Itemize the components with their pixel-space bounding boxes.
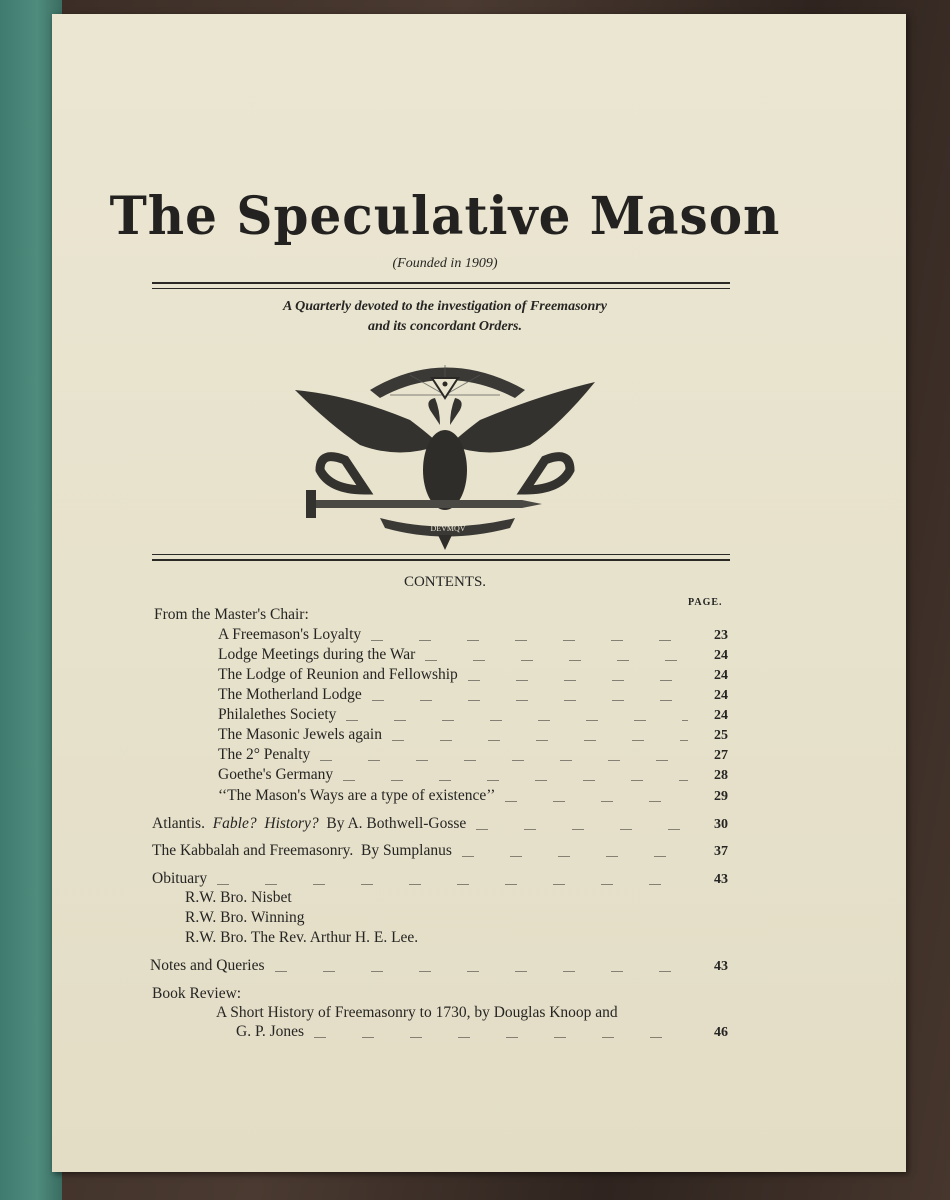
entry-page: 24 xyxy=(714,648,728,663)
entry-page: 43 xyxy=(714,959,728,974)
toc-entry xyxy=(218,646,728,666)
entry-page: 29 xyxy=(714,789,728,804)
entry-title-italic: History? xyxy=(264,815,319,832)
dot-leader xyxy=(343,780,688,781)
divider-rule xyxy=(152,282,730,284)
toc-entry-atlantis xyxy=(152,815,728,835)
toc-entry-obituary xyxy=(152,870,728,890)
toc-entry-book-review xyxy=(236,1023,728,1043)
name-text: R.W. Bro. Winning xyxy=(185,909,305,926)
dot-leader xyxy=(476,829,688,830)
toc-entry xyxy=(218,626,728,646)
entry-page: 43 xyxy=(714,872,728,887)
dot-leader xyxy=(425,660,688,661)
toc-entry xyxy=(218,766,728,786)
book-review-line xyxy=(216,1004,618,1024)
name-text: R.W. Bro. The Rev. Arthur H. E. Lee. xyxy=(185,929,419,946)
section-title: Book Review: xyxy=(152,985,242,1002)
toc-entry-kabbalah xyxy=(152,842,728,862)
dot-leader xyxy=(346,720,688,721)
entry-page: 24 xyxy=(714,668,728,683)
toc-entry xyxy=(218,706,728,726)
toc-entry xyxy=(218,787,728,807)
founded-line: (Founded in 1909) xyxy=(392,256,498,271)
entry-title: Obituary xyxy=(152,870,208,887)
toc-entry xyxy=(218,726,728,746)
entry-page: 27 xyxy=(714,748,728,763)
dot-leader xyxy=(275,971,689,972)
contents-heading: CONTENTS. xyxy=(403,574,487,590)
section-heading xyxy=(152,985,241,1005)
obituary-name xyxy=(185,889,292,909)
name-text: R.W. Bro. Nisbet xyxy=(185,889,292,906)
divider-rule xyxy=(152,554,730,555)
divider-rule xyxy=(152,559,730,561)
subtitle-line: and its concordant Orders. xyxy=(367,319,523,334)
dot-leader xyxy=(392,740,688,741)
dot-leader xyxy=(314,1037,688,1038)
entry-title: Philalethes Society xyxy=(218,706,337,723)
entry-author: By A. Bothwell-Gosse xyxy=(326,815,467,832)
entry-page: 23 xyxy=(714,628,728,643)
entry-page: 30 xyxy=(714,817,728,832)
entry-page: 46 xyxy=(714,1025,728,1040)
dot-leader xyxy=(320,760,688,761)
entry-page: 25 xyxy=(714,728,728,743)
entry-title: A Freemason's Loyalty xyxy=(218,626,362,643)
dot-leader xyxy=(371,640,688,641)
section-title: From the Master's Chair: xyxy=(154,606,309,623)
entry-page: 28 xyxy=(714,768,728,783)
emblem-motto: DEVMQV xyxy=(430,524,466,533)
entry-title: ‘‘The Mason's Ways are a type of existence’’ xyxy=(218,787,496,804)
dot-leader xyxy=(462,856,688,857)
dot-leader xyxy=(372,700,688,701)
entry-title: The Motherland Lodge xyxy=(218,686,362,703)
entry-title: The 2° Penalty xyxy=(218,746,311,763)
section-heading xyxy=(154,606,309,626)
toc-entry xyxy=(218,746,728,766)
entry-title: The Kabbalah and Freemasonry. By Sumplanus xyxy=(152,842,452,859)
entry-title: The Masonic Jewels again xyxy=(218,726,382,743)
masthead-title: The Speculative Mason xyxy=(109,184,781,247)
entry-page: 37 xyxy=(714,844,728,859)
dot-leader xyxy=(217,884,688,885)
entry-page: 24 xyxy=(714,708,728,723)
entry-title: G. P. Jones xyxy=(236,1023,305,1040)
entry-title: A Short History of Freemasonry to 1730, by Douglas Knoop and xyxy=(216,1004,618,1021)
obituary-name xyxy=(185,909,305,929)
dot-leader xyxy=(505,801,688,802)
entry-title: Atlantis. xyxy=(152,815,205,832)
subtitle-line: A Quarterly devoted to the investigation of Freemasonry xyxy=(283,299,607,314)
obituary-name xyxy=(185,929,418,949)
entry-title: The Lodge of Reunion and Fellowship xyxy=(218,666,458,683)
toc-entry-notes xyxy=(150,957,728,977)
page-column-label: PAGE. xyxy=(688,597,723,608)
entry-title-italic: Fable? xyxy=(212,815,257,832)
entry-title: Lodge Meetings during the War xyxy=(218,646,416,663)
entry-page: 24 xyxy=(714,688,728,703)
entry-title: Goethe's Germany xyxy=(218,766,334,783)
entry-title: Notes and Queries xyxy=(150,957,265,974)
dot-leader xyxy=(468,680,688,681)
double-eagle-emblem xyxy=(290,350,600,550)
divider-rule xyxy=(152,288,730,289)
toc-entry xyxy=(218,686,728,706)
toc-entry xyxy=(218,666,728,686)
